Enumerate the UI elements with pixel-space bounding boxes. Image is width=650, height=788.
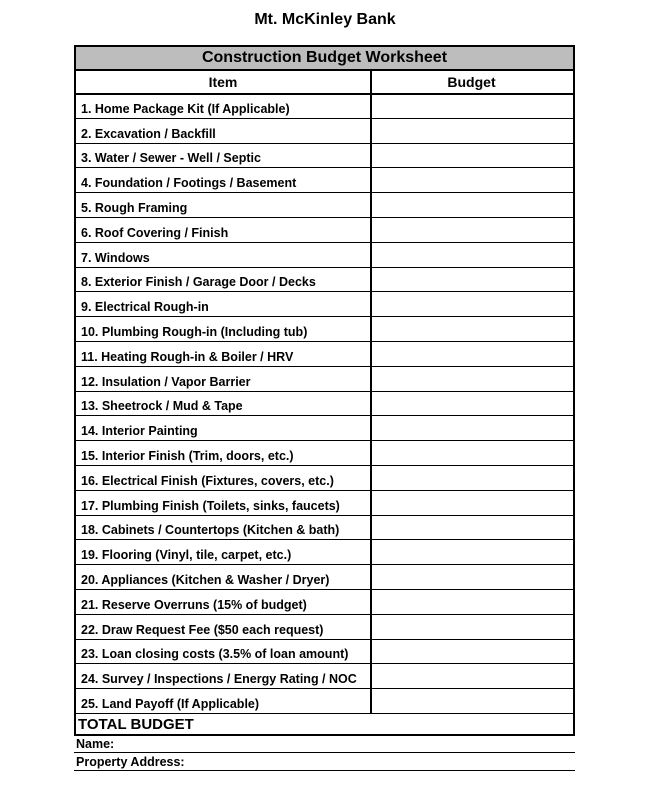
budget-row (76, 491, 573, 516)
budget-item-label: 10. Plumbing Rough-in (Including tub) (81, 324, 308, 339)
budget-item-label: 25. Land Payoff (If Applicable) (81, 696, 260, 711)
budget-item-label: 14. Interior Painting (81, 424, 198, 439)
bank-name: Mt. McKinley Bank (254, 11, 396, 28)
budget-row (76, 243, 573, 268)
budget-item-label: 18. Cabinets / Countertops (Kitchen & bath) (81, 523, 340, 538)
budget-amount-cell[interactable] (372, 193, 573, 217)
budget-row (76, 292, 573, 317)
budget-item-label: 2. Excavation / Backfill (81, 126, 216, 141)
budget-item-label: 1. Home Package Kit (If Applicable) (81, 101, 290, 116)
budget-row (76, 218, 573, 243)
worksheet-title: Construction Budget Worksheet (76, 47, 573, 71)
budget-amount-cell[interactable] (372, 317, 573, 341)
budget-row (76, 615, 573, 640)
budget-item-label: 7. Windows (81, 250, 150, 265)
property-address-input-line[interactable] (189, 753, 575, 770)
budget-item-label: 12. Insulation / Vapor Barrier (81, 374, 251, 389)
budget-row (76, 94, 573, 119)
budget-row (76, 342, 573, 367)
budget-item-label: 24. Survey / Inspections / Energy Rating / NOC (81, 672, 357, 687)
budget-item-label: 19. Flooring (Vinyl, tile, carpet, etc.) (81, 548, 292, 563)
budget-row (76, 516, 573, 541)
total-budget-label: TOTAL BUDGET (78, 716, 194, 733)
budget-amount-cell[interactable] (372, 144, 573, 168)
budget-row (76, 590, 573, 615)
budget-item-label: 22. Draw Request Fee ($50 each request) (81, 622, 324, 637)
budget-item-label: 21. Reserve Overruns (15% of budget) (81, 597, 307, 612)
budget-amount-cell[interactable] (372, 243, 573, 267)
budget-worksheet-table (74, 45, 575, 736)
budget-amount-cell[interactable] (372, 168, 573, 192)
name-label: Name: (76, 737, 115, 751)
budget-row (76, 466, 573, 491)
budget-row (76, 689, 573, 714)
budget-amount-cell[interactable] (372, 218, 573, 242)
budget-amount-cell[interactable] (372, 615, 573, 639)
budget-item-label: 23. Loan closing costs (3.5% of loan amount) (81, 647, 349, 662)
budget-row (76, 119, 573, 144)
budget-row (76, 392, 573, 417)
total-budget-row (76, 714, 573, 734)
budget-item-label: 15. Interior Finish (Trim, doors, etc.) (81, 448, 294, 463)
budget-amount-cell[interactable] (372, 416, 573, 440)
budget-row (76, 144, 573, 169)
budget-row (76, 565, 573, 590)
budget-amount-cell[interactable] (372, 119, 573, 143)
budget-amount-cell[interactable] (372, 441, 573, 465)
column-header-item: Item (208, 74, 238, 90)
budget-row (76, 268, 573, 293)
budget-amount-cell[interactable] (372, 590, 573, 614)
budget-row (76, 416, 573, 441)
name-field (74, 735, 575, 753)
budget-amount-cell[interactable] (372, 640, 573, 664)
name-input-line[interactable] (189, 735, 575, 752)
budget-amount-cell[interactable] (372, 565, 573, 589)
budget-amount-cell[interactable] (372, 664, 573, 688)
budget-amount-cell[interactable] (372, 392, 573, 416)
budget-row (76, 317, 573, 342)
budget-item-label: 11. Heating Rough-in & Boiler / HRV (81, 349, 294, 364)
budget-item-label: 17. Plumbing Finish (Toilets, sinks, faucets) (81, 498, 340, 513)
budget-amount-cell[interactable] (372, 342, 573, 366)
budget-row (76, 441, 573, 466)
budget-item-label: 16. Electrical Finish (Fixtures, covers, etc.) (81, 473, 334, 488)
budget-amount-cell[interactable] (372, 540, 573, 564)
budget-item-label: 13. Sheetrock / Mud & Tape (81, 399, 243, 414)
budget-item-label: 6. Roof Covering / Finish (81, 225, 229, 240)
budget-item-label: 3. Water / Sewer - Well / Septic (81, 151, 261, 166)
budget-item-label: 4. Foundation / Footings / Basement (81, 176, 297, 191)
budget-item-label: 8. Exterior Finish / Garage Door / Decks (81, 275, 316, 290)
column-header-budget: Budget (447, 74, 496, 90)
property-address-label: Property Address: (76, 755, 185, 769)
budget-amount-cell[interactable] (372, 466, 573, 490)
budget-amount-cell[interactable] (372, 689, 573, 713)
budget-row (76, 664, 573, 689)
budget-amount-cell[interactable] (372, 94, 573, 118)
budget-row (76, 193, 573, 218)
budget-amount-cell[interactable] (372, 268, 573, 292)
property-address-field (74, 753, 575, 771)
budget-item-label: 9. Electrical Rough-in (81, 300, 209, 315)
budget-amount-cell[interactable] (372, 516, 573, 540)
budget-amount-cell[interactable] (372, 367, 573, 391)
budget-row (76, 367, 573, 392)
budget-item-label: 20. Appliances (Kitchen & Washer / Dryer) (81, 572, 330, 587)
budget-row (76, 640, 573, 665)
budget-amount-cell[interactable] (372, 292, 573, 316)
budget-amount-cell[interactable] (372, 491, 573, 515)
budget-row (76, 540, 573, 565)
budget-item-label: 5. Rough Framing (81, 200, 188, 215)
budget-row (76, 168, 573, 193)
